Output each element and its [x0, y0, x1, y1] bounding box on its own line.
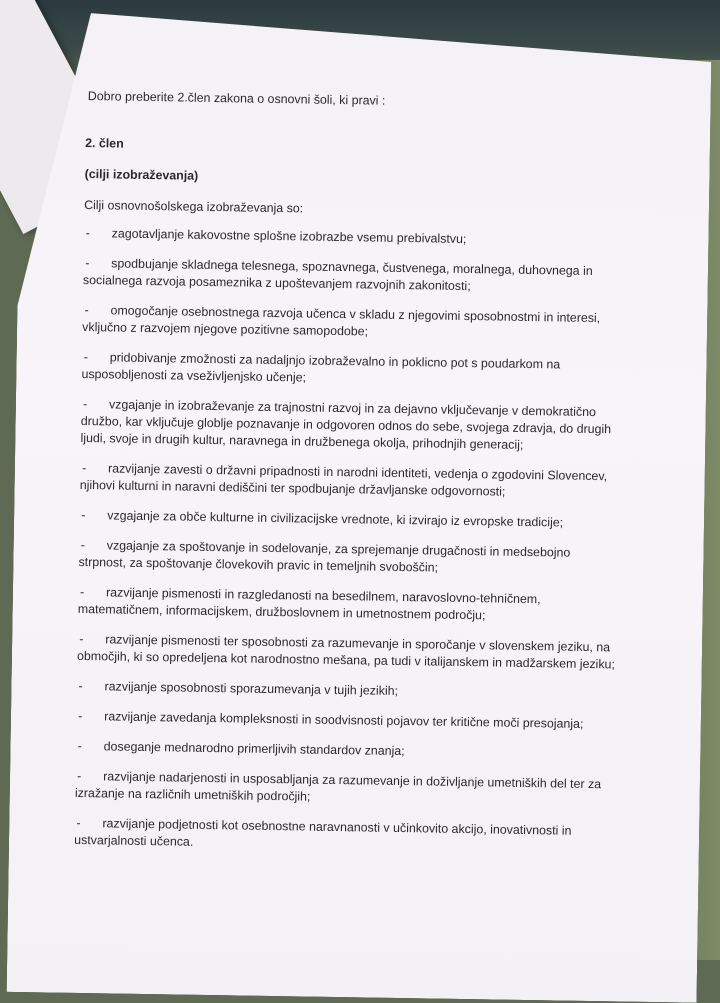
article-number: 2. člen — [85, 135, 124, 151]
list-item — [78, 537, 618, 579]
list-item — [76, 738, 616, 763]
list-item — [78, 584, 618, 626]
list-item — [74, 815, 614, 857]
list-item-text: razvijanje zavedanja kompleksnosti in soodvisnosti pojavov ter kritične moči presojanja; — [104, 709, 584, 731]
list-item — [75, 768, 615, 810]
bullet-dash: - — [79, 631, 84, 647]
bullet-dash: - — [82, 396, 88, 412]
list-item-text: omogočanje osebnostnega razvoja učenca v skladu z njegovimi sposobnostmi in interesi, vključno z razvojem njegove pozitivne samopodobe; — [82, 303, 601, 339]
list-item — [80, 460, 620, 502]
list-item-text: razvijanje pismenosti ter sposobnosti za razumevanje in sporočanje v slovenskem jeziku, na območjih, ki so opredeljena kot narodnostno mešana, pa tudi v italijanskem in madžarskem jeziku; — [76, 632, 616, 672]
list-item-text: pridobivanje zmožnosti za nadaljnjo izobraževalno in poklicno pot s poudarkom na usposobljenosti za vseživljenjsko učenje; — [81, 350, 561, 385]
list-item — [83, 255, 623, 297]
list-item — [80, 396, 621, 455]
intro-sentence: Dobro preberite 2.člen zakona o osnovni šoli, ki pravi : — [87, 89, 386, 108]
list-item-text: spodbujanje skladnega telesnega, spoznavnega, čustvenega, moralnega, duhovnega in socialnega razvoja posameznika z upoštevanjem razvojnih zakonitosti; — [82, 256, 593, 294]
list-item — [79, 507, 619, 532]
list-item — [81, 349, 621, 391]
list-item — [84, 225, 624, 250]
list-item-text: razvijanje sposobnosti sporazumevanja v tujih jezikih; — [104, 679, 399, 698]
list-item-text: zagotavljanje kakovostne splošne izobrazbe vsemu prebivalstvu; — [111, 226, 467, 246]
list-item — [76, 678, 616, 703]
list-lead: Cilji osnovnošolskega izobraževanja so: — [84, 197, 304, 216]
bullet-dash: - — [85, 226, 90, 241]
bullet-dash: - — [83, 349, 89, 365]
bullet-dash: - — [85, 256, 90, 271]
document-text — [74, 88, 626, 870]
list-item-text: razvijanje nadarjenosti in usposabljanja za razumevanje in doživljanje umetniških del ter za izražanje na različnih umetniških področjih; — [74, 769, 602, 804]
bullet-dash: - — [76, 815, 81, 831]
bullet-dash: - — [78, 678, 83, 694]
list-item-text: doseganje mednarodno primerljivih standardov znanja; — [103, 739, 405, 759]
list-item — [82, 302, 622, 344]
bullet-dash: - — [84, 303, 89, 318]
bullet-dash: - — [81, 460, 87, 476]
bullet-dash: - — [78, 708, 83, 724]
list-item-text: razvijanje pismenosti in razgledanosti na besedilnem, naravoslovno-tehničnem, matematičnem, informacijskem, družboslovnem in umetnostnem področju; — [77, 585, 541, 623]
list-item-text: vzgajanje za obče kulturne in civilizacijske vrednote, ki izvirajo iz evropske tradicije; — [107, 508, 564, 530]
bullet-dash: - — [77, 768, 82, 784]
list-item — [76, 708, 616, 733]
bullet-dash: - — [79, 584, 85, 600]
bullet-dash: - — [81, 507, 86, 523]
list-item-text: razvijanje podjetnosti kot osebnostne naravnanosti v učinkovito akcijo, inovativnosti in ustvarjalnosti učenca. — [74, 816, 572, 849]
list-item-text: vzgajanje za spoštovanje in sodelovanje, za sprejemanje drugačnosti in medsebojno strpnost, za spoštovanje človekovih pravic in temeljnih svoboščin; — [78, 538, 571, 575]
list-item — [77, 631, 617, 673]
bullet-dash: - — [80, 537, 86, 553]
article-title: (cilji izobraževanja) — [84, 166, 199, 183]
bullet-dash: - — [77, 738, 82, 754]
list-item-text: razvijanje zavesti o državni pripadnosti in narodni identiteti, vedenja o zgodovini Slovencev, njihovi kulturni in naravni dediščini ter spodbujanje državljanske odgovornosti; — [79, 461, 608, 499]
list-item-text: vzgajanje in izobraževanje za trajnostni razvoj in za dejavno vključevanje v demokratično družbo, kar vključuje globlje poznavanje in odgovoren odnos do sebe, svojega zdravja, do drugih ljudi, svoje in drugih kultur, naravnega in družbenega okolja, prihodnjih generacij; — [80, 397, 612, 452]
